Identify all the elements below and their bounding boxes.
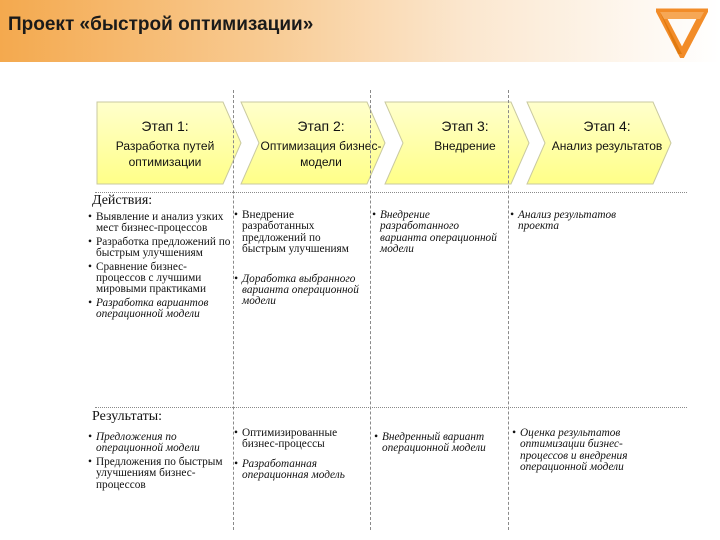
stage-3 bbox=[383, 100, 533, 186]
results-col-3 bbox=[374, 432, 502, 457]
actions-col-1 bbox=[88, 212, 234, 323]
list-item: • Разработка вариантов операционной модели bbox=[88, 296, 209, 321]
actions-col-4 bbox=[510, 210, 630, 235]
list-item: • Доработка выбранного варианта операционной модели bbox=[234, 272, 359, 308]
page-title: Проект «быстрой оптимизации» bbox=[8, 14, 314, 35]
list-item: • Предложения по быстрым улучшениям бизнес-процессов bbox=[88, 455, 223, 491]
actions-label: Действия: bbox=[92, 193, 153, 208]
list-item: • Выявление и анализ узких мест бизнес-процессов bbox=[88, 211, 224, 235]
list-item: • Разработка предложений по быстрым улучшениям bbox=[88, 235, 231, 260]
list-item: • Внедренный вариант операционной модели bbox=[374, 431, 486, 455]
results-label: Результаты: bbox=[92, 409, 162, 424]
actions-divider bbox=[95, 192, 687, 193]
actions-col-3 bbox=[372, 210, 500, 258]
stage-4-subtitle: Анализ результатов bbox=[551, 139, 663, 153]
triangle-logo-icon bbox=[656, 6, 708, 58]
stage-4-title: Этап 4: bbox=[583, 118, 631, 134]
stage-2 bbox=[239, 100, 389, 186]
column-divider-2 bbox=[370, 90, 371, 530]
list-item: • Анализ результатов проекта bbox=[510, 209, 617, 233]
list-item: • Оптимизированные бизнес-процессы bbox=[234, 427, 338, 451]
list-item: • Сравнение бизнес-процессов с лучшими мировыми практиками bbox=[88, 260, 206, 296]
stage-1 bbox=[95, 100, 245, 186]
results-col-4 bbox=[512, 428, 662, 476]
list-item: • Предложения по операционной модели bbox=[88, 431, 200, 455]
list-item: • Внедрение разработанных предложений по быстрым улучшениям bbox=[234, 209, 349, 256]
results-divider bbox=[95, 407, 687, 408]
stage-2-subtitle: Оптимизация бизнес-модели bbox=[260, 139, 382, 169]
list-item: • Разработанная операционная модель bbox=[234, 457, 345, 482]
stage-1-title: Этап 1: bbox=[141, 118, 189, 134]
results-col-1 bbox=[88, 432, 232, 493]
stages-row bbox=[95, 100, 685, 186]
results-col-2 bbox=[234, 428, 370, 484]
list-item: • Внедрение разработанного варианта операционной модели bbox=[372, 209, 497, 256]
list-item: • Оценка результатов оптимизации бизнес-процессов и внедрения операционной модели bbox=[512, 427, 628, 474]
actions-col-2 bbox=[234, 210, 364, 310]
stage-1-subtitle: Разработка путей оптимизации bbox=[115, 139, 215, 169]
stage-4 bbox=[525, 100, 675, 186]
stage-3-subtitle: Внедрение bbox=[434, 139, 496, 153]
column-divider-3 bbox=[508, 90, 509, 530]
stage-2-title: Этап 2: bbox=[297, 118, 345, 134]
stage-3-title: Этап 3: bbox=[441, 118, 489, 134]
